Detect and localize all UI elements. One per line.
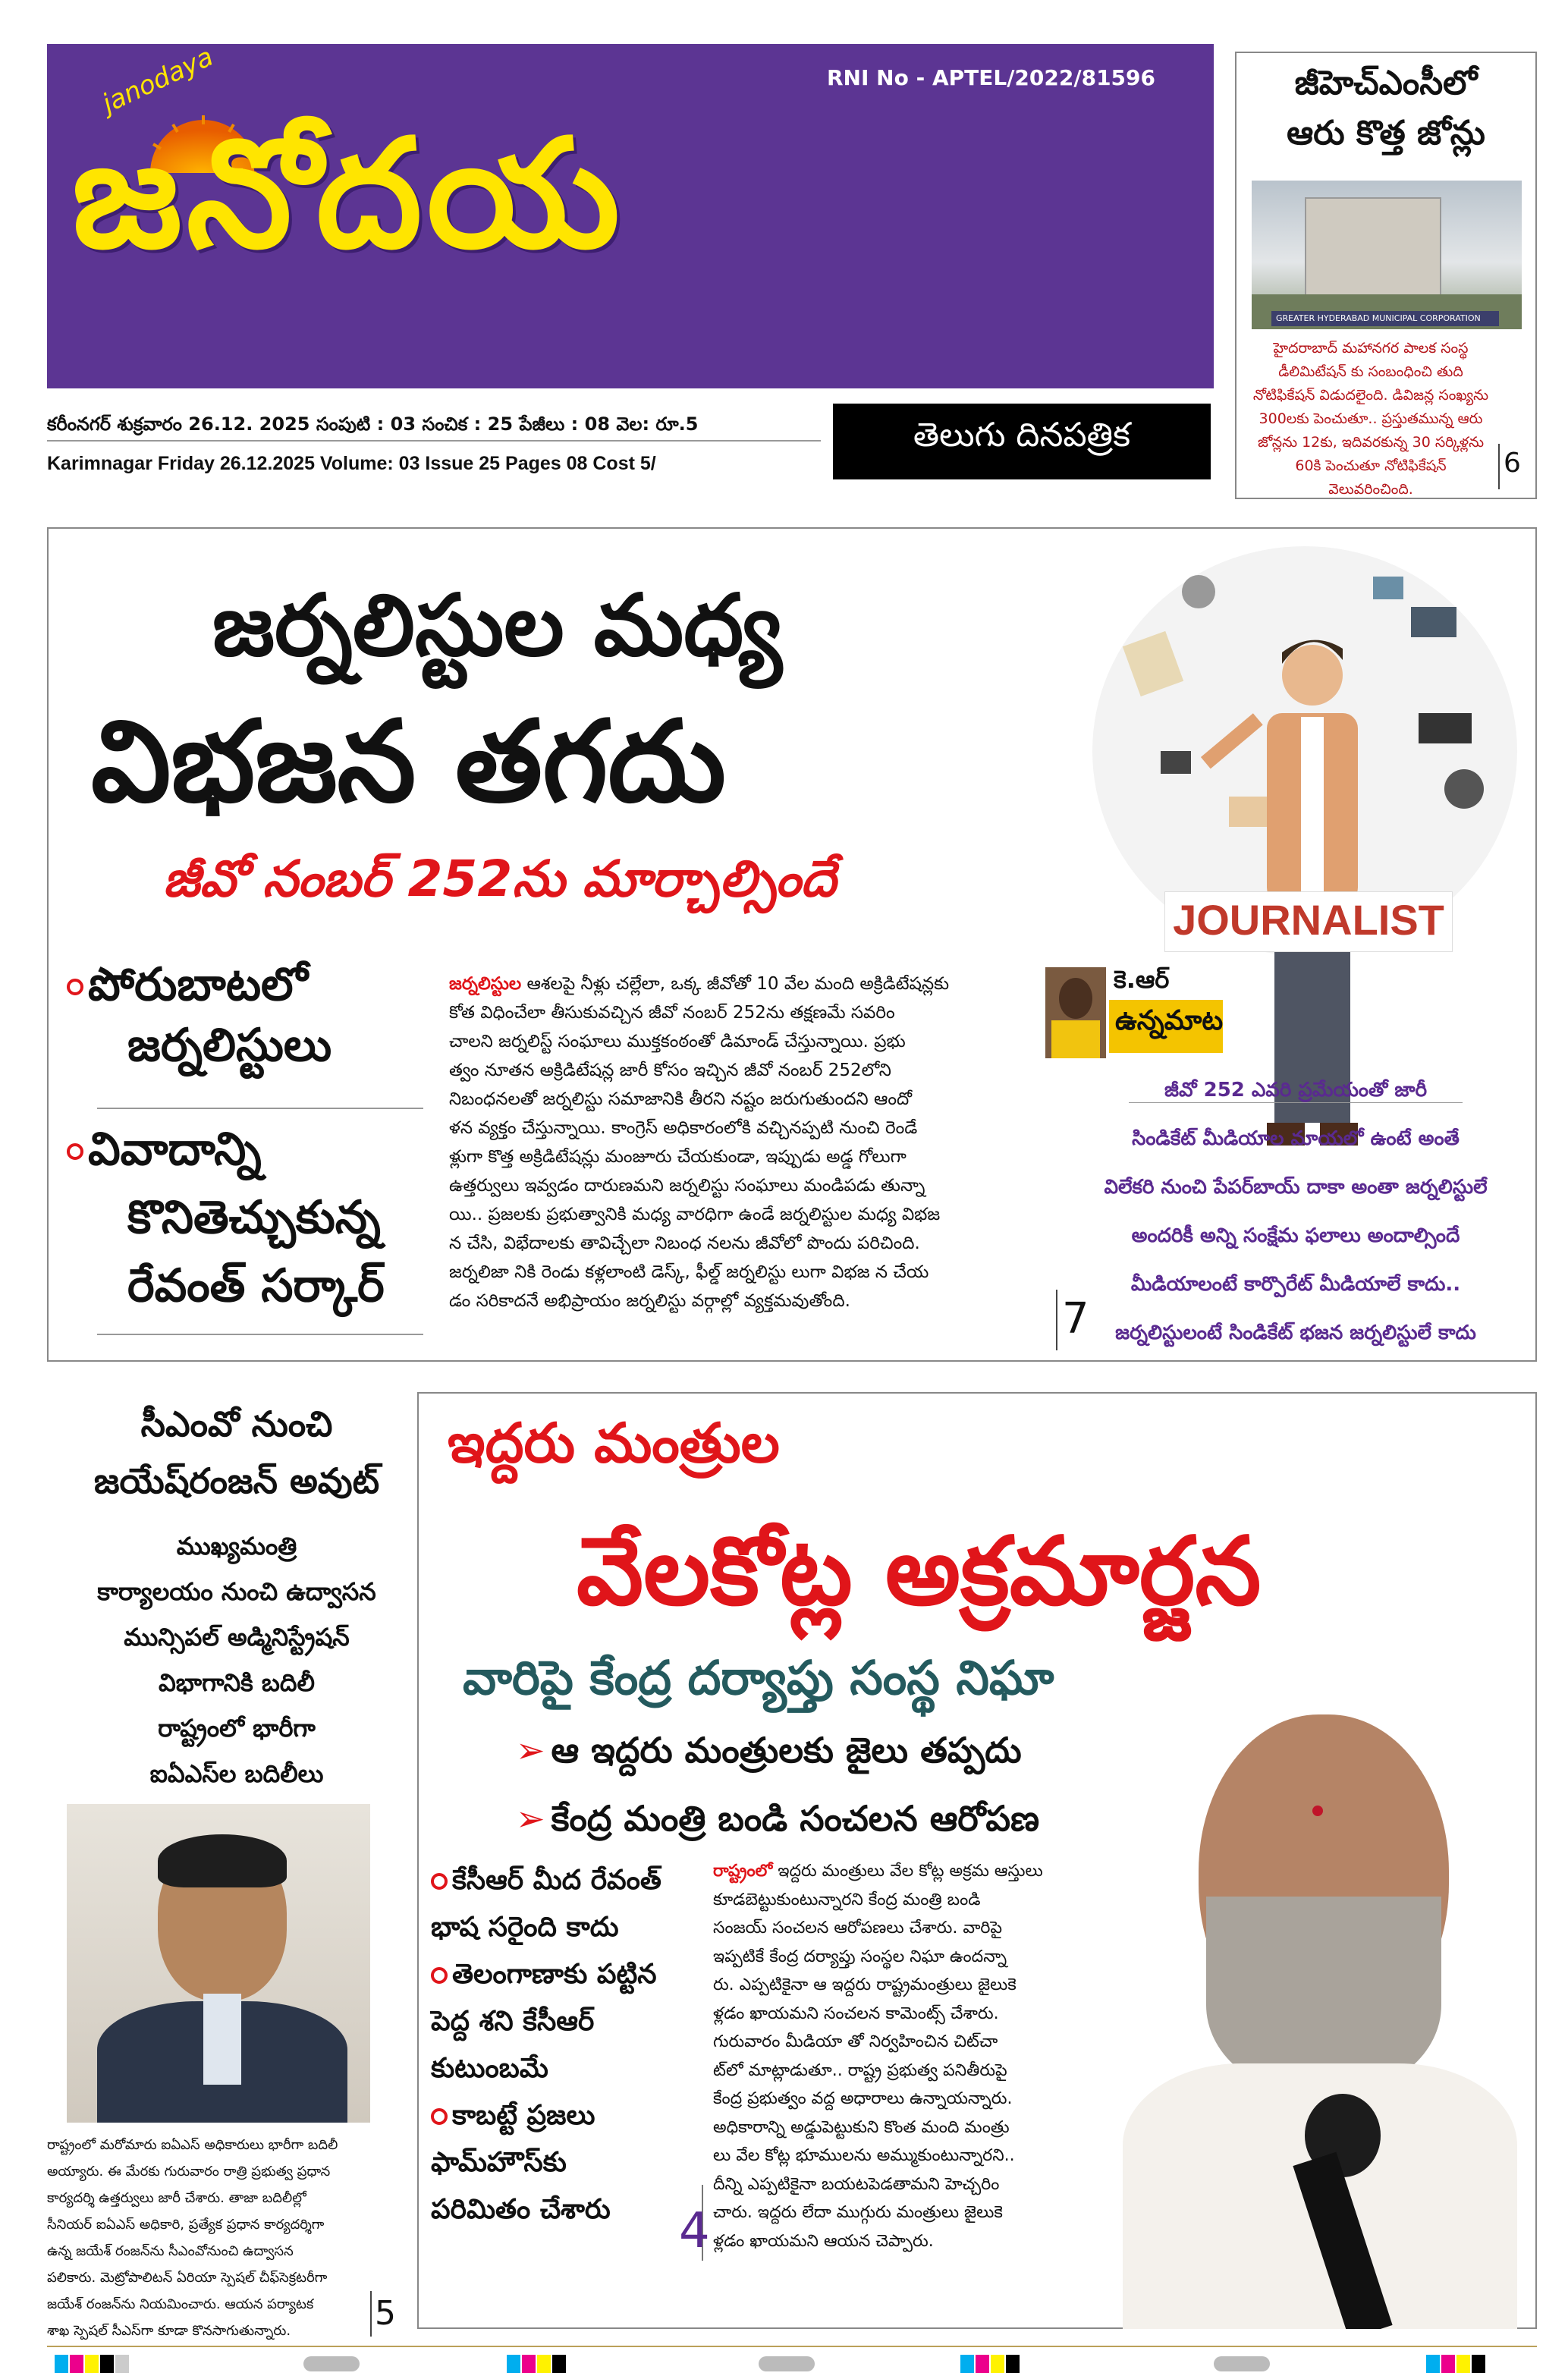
story3-body-line: ఇద్దరు మంత్రులు వేల కోట్ల అక్రమ ఆస్తులు — [772, 1862, 1043, 1881]
story3-bullet-3-line1: కాబట్టే ప్రజలు — [431, 2092, 689, 2139]
registration-pill — [1214, 2356, 1270, 2371]
story3-headline: వేలకోట్ల అక్రమార్జన — [577, 1517, 1262, 1626]
bullet-icon — [431, 2108, 448, 2125]
registration-pill — [303, 2356, 360, 2371]
story2-body-line: సీనియర్ ఐఏఎస్ అధికారి, ప్రత్యేక ప్రధాన కార్యదర్శిగా — [47, 2217, 325, 2233]
story2-point: మున్సిపల్ అడ్మినిస్ట్రేషన్ — [124, 1623, 350, 1652]
page-ref-divider — [1056, 1290, 1057, 1350]
story2-body-line: శాఖ స్పెషల్ సీఎస్‌గా కూడా కొనసాగుతున్నారు. — [47, 2323, 291, 2339]
story2-body-line: కార్యదర్శి ఉత్తర్వులు జారీ చేశారు. తాజా బదిలీల్లో — [47, 2190, 306, 2206]
story1-body-line: ళన వ్యక్తం చేస్తున్నాయి. కాంగ్రెస్ అధికారంలోకి వచ్చినప్పటి నుంచి రెండే — [449, 1118, 918, 1138]
story3-body-line: ట్‌లో మాట్లాడుతూ.. రాష్ట్ర ప్రభుత్వ పనితీరుపై — [713, 2060, 1007, 2080]
dateline-telugu: కరీంనగర్ శుక్రవారం 26.12. 2025 సంపుటి : 03 సంచిక : 25 పేజీలు : 08 వెల: రూ.5 — [47, 413, 699, 435]
columnist-photo — [1045, 967, 1106, 1058]
story3-body-line: కూడబెట్టుకుంటున్నారని కేంద్ర మంత్రి బండి — [713, 1890, 981, 1909]
story3-body-line: ళ్లడం ఖాయమని సంచలన కామెంట్స్ చేశారు. — [713, 2004, 999, 2023]
story1-bullets — [67, 956, 438, 1077]
color-registration-strip — [55, 2355, 130, 2376]
masthead-brand-latin: janodaya — [97, 41, 218, 120]
story3-bullet-3-line2: ఫామ్‌హౌస్‌కు — [431, 2147, 567, 2178]
bullet-icon — [431, 1967, 448, 1984]
story3-body-lead: రాష్ట్రంలో — [713, 1862, 773, 1881]
jayesh-ranjan-photo — [67, 1804, 370, 2123]
story1-note: జర్నలిస్టులంటే సిండికేట్ భజన జర్నలిస్టులే కాదు — [1115, 1322, 1476, 1344]
story3-bullet-1-line1: కేసీఆర్ మీద రేవంత్ — [431, 1857, 689, 1904]
teaser-headline-line1: జీహెచ్ఎంసీలో — [1294, 64, 1478, 102]
story1-body-line: కోత విధించేలా తీసుకువచ్చిన జీవో నంబర్ 252ను తక్షణమే సవరిం — [449, 1003, 895, 1023]
story2-body — [47, 2132, 404, 2344]
story2-point: రాష్ట్రంలో భారీగా — [158, 1714, 316, 1743]
story2-point: ఐఏఎస్‌ల బదిలీలు — [149, 1759, 324, 1788]
teaser-body-line: డీలిమిటేషన్ కు సంబంధించి తుది — [1278, 363, 1463, 380]
story1-body-line: జర్నలిజా నికి రెండు కళ్లలాంటి డెస్క్, ఫీల్డ్ జర్నలిస్టు లుగా విభజ న చేయ — [449, 1262, 929, 1282]
teaser-body-line: వెలువరించింది. — [1328, 481, 1413, 498]
teaser-body-line: జోన్లను 12కు, ఇదివరకున్న 30 సర్కిళ్లను — [1257, 434, 1485, 451]
registration-pill — [759, 2356, 815, 2371]
story3-bullet-2-line3: కుటుంబమే — [431, 2053, 548, 2084]
story1-bullet-divider-bottom — [97, 1334, 423, 1335]
story1-body-line: డం సరికాదనే అభిప్రాయం జర్నలిస్టు వర్గాల్లో వ్యక్తమవుతోంది. — [449, 1291, 850, 1311]
color-registration-strip — [960, 2355, 1021, 2376]
teaser-body-line: 60కి పెంచుతూ నోటిఫికేషన్ — [1295, 457, 1447, 474]
story1-bullet-divider — [97, 1108, 423, 1109]
bandi-sanjay-photo — [1115, 1669, 1537, 2329]
teaser-body-line: నోటిఫికేషన్ విడుదలైంది. డివిజన్ల సంఖ్యను — [1252, 387, 1489, 404]
columnist-name: కె.ఆర్ — [1114, 965, 1170, 994]
teaser-body-line: 300లకు పెంచుతూ.. ప్రస్తుతమున్న ఆరు — [1258, 410, 1483, 427]
story3-body — [713, 1857, 1123, 2255]
page-ref-divider — [1498, 444, 1500, 489]
story1-note: మీడియాలంటే కార్పొరేట్ మీడియాలే కాదు.. — [1130, 1273, 1461, 1296]
story1-note: సిండికేట్ మీడియాల మాయలో ఉంటే అంతే — [1132, 1127, 1460, 1150]
story2-body-line: రాష్ట్రంలో మరోమారు ఐఏఎస్ అధికారులు భారీగా బదిలీ — [47, 2137, 338, 2153]
story3-arrow-1: ➢ ఆ ఇద్దరు మంత్రులకు జైలు తప్పదు — [516, 1730, 1022, 1771]
color-registration-strip — [1426, 2355, 1487, 2376]
story3-kicker: ఇద్దరు మంత్రుల — [448, 1411, 780, 1475]
story3-subhead: వారిపై కేంద్ర దర్యాప్తు సంస్థ నిఘా — [463, 1650, 1054, 1705]
story1-bullet-2-line2: కొనితెచ్చుకున్న — [127, 1191, 381, 1244]
story2-point: కార్యాలయం నుంచి ఉద్వాసన — [97, 1577, 376, 1606]
story1-body-line: ఆశలపై నీళ్లు చల్లేలా, ఒక్క జీవోతో 10 వేల మంది అక్రిడిటేషన్లకు — [521, 974, 950, 994]
story2-body-line: అయ్యారు. ఈ మేరకు గురువారం రాత్రి ప్రభుత్వ ప్రధాన — [47, 2164, 331, 2180]
tagline: తెలుగు దినపత్రిక — [913, 416, 1131, 454]
story1-headline-line1: జర్నలిస్టుల మధ్య — [212, 577, 782, 675]
story1-body-line: చాలని జర్నలిస్ట్ సంఘాలు ముక్తకంఠంతో డిమాండ్ చేస్తున్నాయి. ప్రభు — [449, 1032, 906, 1051]
story1-note: విలేకరి నుంచి పేపర్‌బాయ్ దాకా అంతా జర్నలిస్టులే — [1104, 1176, 1488, 1199]
story1-body-line: నిబంధనలతో జర్నలిస్టు సమాజానికి తీరని నష్టం జరుగుతుందని ఆందో — [449, 1089, 913, 1109]
story3-bullet-2-line2: పెద్ద శని కేసీఆర్ — [431, 2006, 595, 2037]
story1-bullet-1-line2: జర్నలిస్టులు — [127, 1019, 332, 1072]
story2-points — [47, 1523, 426, 1796]
story3-body-line: చారు. ఇద్దరు లేదా ముగ్గురు మంత్రులు జైలుకె — [713, 2203, 1003, 2222]
story1-page-number: 7 — [1062, 1294, 1089, 1344]
story2-headline-line1: సీఎంవో నుంచి — [140, 1403, 333, 1444]
teaser-body — [1246, 337, 1496, 501]
story1-body — [449, 970, 1056, 1315]
story1-body-line: త్వం నూతన అక్రిడిటేషన్ల జారీ కోసం ఇచ్చిన జీవో నంబర్ 252లోని — [449, 1061, 891, 1080]
arrow-icon: ➢ — [516, 1798, 545, 1839]
story2-body-line: జయేశ్ రంజన్‌ను నియమించారు. ఆయన పర్యాటక — [47, 2296, 314, 2312]
teaser-page-number: 6 — [1504, 448, 1521, 479]
journalist-label: JOURNALIST — [1173, 896, 1444, 944]
story3-body-line: లు వేల కోట్ల భూములను అమ్ముకుంటున్నారని.. — [713, 2146, 1015, 2165]
story1-body-line: న చేసి, విభేదాలకు తావిచ్చేలా నిబంధ నలను జీవోలో పొందు పరిచింది. — [449, 1234, 920, 1253]
story3-bullet-1-line2: భాష సరైంది కాదు — [431, 1912, 619, 1943]
story3-bullet-3-line3: పరిమితం చేశారు — [431, 2194, 611, 2225]
story2-body-line: పలికారు. మెట్రోపాలిటన్ ఏరియా స్పెషల్ చీఫ్‌సెక్రటరీగా — [47, 2270, 328, 2286]
arrow-icon: ➢ — [516, 1730, 545, 1771]
story3-arrow-2: ➢ కేంద్ర మంత్రి బండి సంచలన ఆరోపణ — [516, 1798, 1040, 1839]
story1-body-lead: జర్నలిస్టుల — [449, 974, 522, 994]
story2-point: విభాగానికి బదిలీ — [159, 1668, 315, 1697]
story1-notes — [1083, 1066, 1508, 1357]
story3-body-line: దీన్ని ఎప్పటికైనా బయటపెడతామని హెచ్చరిం — [713, 2174, 1000, 2194]
story1-subhead: జీవో నంబర్ 252ను మార్చాల్సిందే — [163, 850, 837, 908]
ghmc-signboard: GREATER HYDERABAD MUNICIPAL CORPORATION — [1271, 311, 1499, 326]
story1-bullets-2 — [67, 1115, 438, 1320]
story3-body-line: అధికారాన్ని అడ్డుపెట్టుకుని కొంత మంది మంత్రు — [713, 2117, 1010, 2137]
story3-body-line: ఇప్పటికే కేంద్ర దర్యాప్తు సంస్థల నిఘా ఉందన్నా — [713, 1947, 1007, 1966]
story1-body-line: ఉత్తర్వులు ఇవ్వడం దారుణమని జర్నలిస్టు సంఘాలు మండిపడు తున్నా — [449, 1176, 925, 1196]
story1-bullet-1-line1: పోరుబాటలో — [67, 956, 438, 1014]
dateline-divider — [47, 440, 821, 442]
story3-body-line: గురువారం మీడియా తో నిర్వహించిన చిట్‌చా — [713, 2032, 998, 2051]
story1-headline-line2: విభజన తగదు — [91, 696, 726, 827]
teaser-body-line: హైదరాబాద్ మహానగర పాలక సంస్థ — [1273, 340, 1469, 357]
bullet-icon — [431, 1873, 448, 1890]
footer-rule — [47, 2346, 1537, 2347]
dateline-english: Karimnagar Friday 26.12.2025 Volume: 03 Issue 25 Pages 08 Cost 5/ — [47, 453, 656, 474]
story3-body-line: కేంద్ర ప్రభుత్వం వద్ద అధారాలు ఉన్నాయన్నారు. — [713, 2089, 1013, 2108]
bullet-icon — [67, 1143, 83, 1160]
story3-body-line: సంజయ్ సంచలన ఆరోపణలు చేశారు. వారిపై — [713, 1919, 1003, 1938]
color-registration-strip — [507, 2355, 567, 2376]
story1-body-line: యి.. ప్రజలకు ప్రభుత్వానికి మధ్య వారధిగా ఉండే జర్నలిస్టుల మధ్య విభజ — [449, 1205, 941, 1224]
masthead-title: జనోదయ — [72, 106, 625, 281]
story3-bullet-2-line1: తెలంగాణాకు పట్టిన — [431, 1951, 689, 1998]
ghmc-building-photo — [1252, 181, 1522, 329]
story3-body-line: రు. ఎప్పటికైనా ఆ ఇద్దరు రాష్ట్రమంత్రులు జైలుకె — [713, 1975, 1017, 1994]
story2-headline-line2: జయేష్‌రంజన్ అవుట్ — [93, 1460, 380, 1501]
rni-number: RNI No - APTEL/2022/81596 — [827, 65, 1156, 90]
column-name: ఉన్నమాట — [1115, 1005, 1224, 1036]
story2-point: ముఖ్యమంత్రి — [176, 1532, 297, 1560]
bullet-icon — [67, 979, 83, 995]
story1-note: అందరికీ అన్ని సంక్షేమ ఫలాలు అందాల్సిందే — [1131, 1224, 1460, 1247]
story3-body-line: ళ్లడం ఖాయమని ఆయన చెప్పారు. — [713, 2231, 934, 2251]
story1-body-line: ళ్లుగా కొత్త అక్రిడిటేషన్లు మంజూరు చేయకుండా, ఇప్పుడు అడ్డ గోలుగా — [449, 1147, 907, 1167]
story3-bullets — [431, 1857, 689, 2233]
story1-bullet-2-line3: రేవంత్ సర్కార్ — [127, 1259, 385, 1312]
story2-page-number: 5 — [375, 2294, 396, 2333]
story1-bullet-2-line1: వివాదాన్ని — [67, 1115, 438, 1183]
page-ref-divider — [370, 2291, 372, 2337]
teaser-headline-line2: ఆరు కొత్త జోన్లు — [1287, 114, 1485, 152]
story2-body-line: ఉన్న జయేశ్ రంజన్‌ను సీఎంవోనుంచి ఉద్వాసన — [47, 2243, 294, 2259]
story3-page-number: 4 — [679, 2203, 710, 2259]
story1-note: జీవో 252 ఎవరి ప్రమేయంతో జారీ — [1164, 1079, 1428, 1102]
